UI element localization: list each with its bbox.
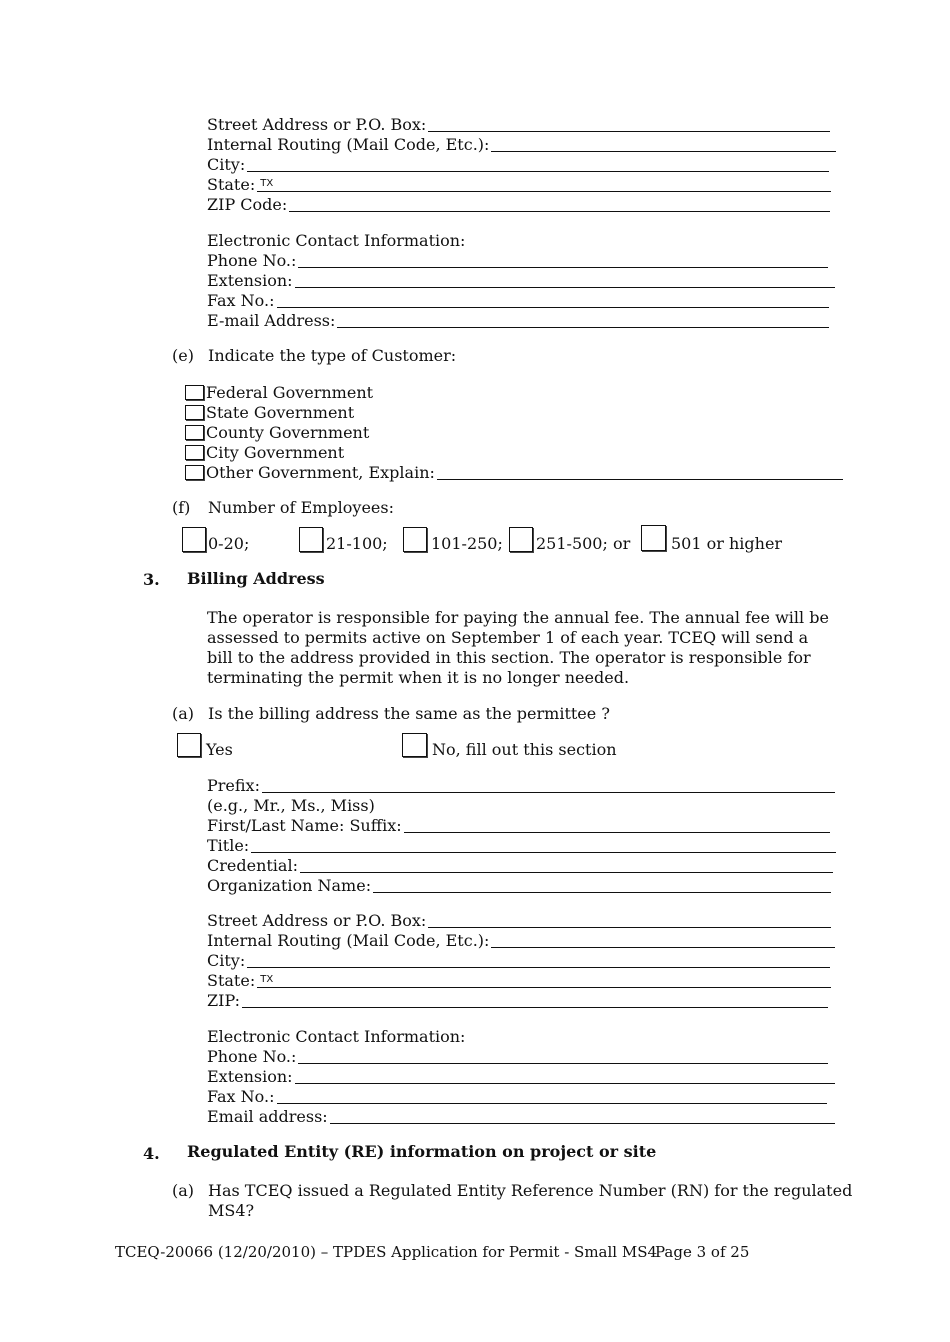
billing-yes-checkbox[interactable] [177,733,201,757]
customer-federal-label: Federal Government [206,382,374,402]
billing-email-label: Email address: [207,1107,328,1126]
billing-phone-field[interactable] [298,1049,828,1064]
employees-21-100-label: 21-100; [326,534,388,553]
organization-label: Organization Name: [207,876,372,895]
billing-contact-heading [207,1027,465,1047]
employees-501-plus-label: 501 or higher [671,534,783,553]
name-field[interactable] [404,818,830,833]
billing-routing-field[interactable] [491,933,835,948]
section-4-number: 4. [143,1144,160,1163]
section-4-title: Regulated Entity (RE) information on project or site [187,1142,657,1161]
billing-phone-row [207,1047,828,1067]
phone-label: Phone No.: [207,251,297,270]
billing-question-marker: (a) [172,704,195,723]
contact-heading-label: Electronic Contact Information: [207,231,466,250]
prefix-label: Prefix: [207,776,260,795]
customer-other-label: Other Government, Explain: [206,462,435,482]
employees-501-plus-checkbox[interactable] [641,525,666,551]
title-label: Title: [207,836,250,855]
billing-routing-label: Internal Routing (Mail Code, Etc.): [207,931,490,950]
footer-form-id: TCEQ-20066 (12/20/2010) – TPDES Application for Permit - Small MS4 [115,1243,658,1261]
organization-field[interactable] [373,878,831,893]
customer-other-explain-field[interactable] [437,465,843,480]
billing-zip-field[interactable] [242,993,828,1008]
billing-extension-row [207,1067,835,1087]
credential-field[interactable] [300,858,833,873]
customer-other-checkbox[interactable] [185,465,204,480]
prefix-field[interactable] [262,778,835,793]
employees-question: Number of Employees: [208,498,394,517]
customer-state-checkbox[interactable] [185,405,204,420]
prefix-row [207,776,835,796]
credential-label: Credential: [207,856,298,875]
billing-routing-row [207,931,835,951]
customer-type-marker: (e) [172,346,194,365]
billing-no-checkbox[interactable] [402,733,427,757]
credential-row [207,856,833,876]
billing-fax-field[interactable] [277,1089,827,1104]
section-3-title: Billing Address [187,569,325,588]
email-row [207,311,829,331]
billing-email-field[interactable] [330,1109,835,1124]
billing-street-label: Street Address or P.O. Box: [207,911,427,930]
customer-county-label: County Government [206,422,370,442]
name-label: First/Last Name: Suffix: [207,816,402,835]
customer-county-option[interactable] [185,422,369,442]
state-value: TX [260,178,274,189]
billing-fax-row [207,1087,827,1107]
billing-contact-heading-label: Electronic Contact Information: [207,1027,466,1046]
customer-other-option[interactable] [185,462,843,482]
extension-field[interactable] [295,273,835,288]
contact-heading [207,231,465,251]
billing-state-value: TX [260,974,274,985]
section-3-number: 3. [143,570,160,589]
billing-fax-label: Fax No.: [207,1087,275,1106]
billing-no-label: No, fill out this section [432,740,617,759]
internal-routing-label: Internal Routing (Mail Code, Etc.): [207,135,490,154]
billing-state-row [207,971,831,991]
organization-row [207,876,831,896]
customer-state-label: State Government [206,402,355,422]
state-label: State: [207,175,256,194]
name-row [207,816,830,836]
employees-0-20-label: 0-20; [208,534,250,553]
email-label: E-mail Address: [207,311,336,330]
billing-street-field[interactable] [428,913,831,928]
street-address-row [207,115,830,135]
billing-phone-label: Phone No.: [207,1047,297,1066]
footer-page-number: Page 3 of 25 [655,1243,750,1261]
extension-label: Extension: [207,271,293,290]
zip-row [207,195,830,215]
employees-251-500-label: 251-500; or [536,534,631,553]
billing-street-row [207,911,831,931]
street-address-field[interactable] [428,117,830,132]
billing-zip-label: ZIP: [207,991,241,1010]
employees-101-250-checkbox[interactable] [403,527,427,552]
state-field[interactable] [257,177,831,192]
title-row [207,836,836,856]
employees-251-500-checkbox[interactable] [509,527,533,552]
billing-zip-row [207,991,828,1011]
city-field[interactable] [247,157,829,172]
rn-question-line2: MS4? [208,1201,255,1220]
phone-row [207,251,828,271]
internal-routing-field[interactable] [491,137,836,152]
employees-0-20-checkbox[interactable] [182,527,206,552]
internal-routing-row [207,135,836,155]
fax-label: Fax No.: [207,291,275,310]
state-row [207,175,831,195]
rn-question-line1: Has TCEQ issued a Regulated Entity Reference Number (RN) for the regulated [208,1181,853,1200]
customer-type-question: Indicate the type of Customer: [208,346,457,365]
customer-state-option[interactable] [185,402,354,422]
employees-101-250-label: 101-250; [431,534,503,553]
billing-extension-field[interactable] [295,1069,835,1084]
extension-row [207,271,835,291]
street-address-label: Street Address or P.O. Box: [207,115,427,134]
email-field[interactable] [337,313,829,328]
fax-field[interactable] [277,293,829,308]
prefix-hint-row [207,796,375,816]
customer-city-option[interactable] [185,442,344,462]
employees-21-100-checkbox[interactable] [299,527,323,552]
phone-field[interactable] [298,253,828,268]
customer-city-checkbox[interactable] [185,445,204,460]
zip-field[interactable] [289,197,830,212]
billing-same-question: Is the billing address the same as the permittee ? [208,704,610,723]
city-label: City: [207,155,246,174]
billing-email-row [207,1107,835,1127]
customer-city-label: City Government [206,442,345,462]
customer-county-checkbox[interactable] [185,425,204,440]
billing-paragraph: The operator is responsible for paying the annual fee. The annual fee will be assessed to permits active on September 1 of each year. TCEQ will send a bill to the address provided in this section. The operator is responsible for terminating the permit when it is no longer needed. [207,608,829,687]
billing-extension-label: Extension: [207,1067,293,1086]
employees-marker: (f) [172,498,191,517]
billing-yes-label: Yes [206,740,233,759]
billing-city-label: City: [207,951,246,970]
zip-label: ZIP Code: [207,195,288,214]
title-field[interactable] [251,838,836,853]
rn-question-marker: (a) [172,1181,195,1200]
city-row [207,155,829,175]
billing-city-row [207,951,830,971]
fax-row [207,291,829,311]
customer-federal-option[interactable] [185,382,373,402]
billing-city-field[interactable] [247,953,830,968]
billing-state-label: State: [207,971,256,990]
prefix-hint: (e.g., Mr., Ms., Miss) [207,796,375,815]
billing-state-field[interactable] [257,973,831,988]
customer-federal-checkbox[interactable] [185,385,204,400]
